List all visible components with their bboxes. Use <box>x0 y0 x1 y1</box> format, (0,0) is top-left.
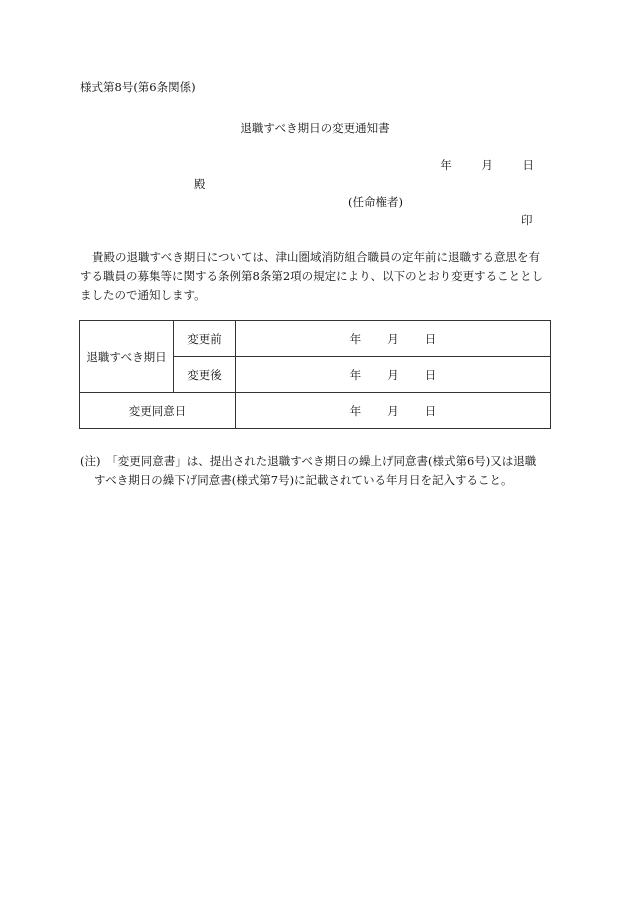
date-year-label: 年 <box>440 158 452 172</box>
month-label: 月 <box>387 403 399 418</box>
month-label: 月 <box>387 367 399 382</box>
table-row <box>80 321 551 357</box>
year-label: 年 <box>349 403 362 418</box>
form-number: 様式第8号(第6条関係) <box>80 80 196 94</box>
footnote <box>80 452 560 490</box>
day-label: 日 <box>424 331 437 346</box>
retirement-date-label: 退職すべき期日 <box>80 321 174 393</box>
month-label: 月 <box>387 331 399 346</box>
before-change-label: 変更前 <box>174 321 236 357</box>
after-change-label: 変更後 <box>174 357 236 393</box>
date-change-table <box>79 320 551 429</box>
year-label: 年 <box>349 367 362 382</box>
table-row <box>80 393 551 429</box>
year-label: 年 <box>349 331 362 346</box>
body-line-2: する職員の募集等に関する条例第8条第2項の規定により、以下のとおり変更することとし <box>80 269 544 283</box>
addressee-honorific: 殿 <box>194 177 206 191</box>
notice-date <box>440 157 534 173</box>
body-line-1: 貴殿の退職すべき期日については、津山圏域消防組合職員の定年前に退職する意思を有 <box>92 250 541 264</box>
seal-mark: 印 <box>521 213 533 227</box>
footnote-line-2: すべき期日の繰下げ同意書(様式第7号)に記載されている年月日を記入すること。 <box>94 473 513 487</box>
date-month-label: 月 <box>481 158 493 172</box>
consent-date <box>236 393 551 429</box>
day-label: 日 <box>424 403 437 418</box>
after-change-date <box>236 357 551 393</box>
body-line-3: ましたので通知します。 <box>80 288 206 302</box>
footnote-line-1: (注) 「変更同意書」は、提出された退職すべき期日の繰上げ同意書(様式第6号)又は退職 <box>80 454 537 468</box>
appointer-label: (任命権者) <box>348 195 403 209</box>
consent-date-label: 変更同意日 <box>80 393 236 429</box>
day-label: 日 <box>424 367 437 382</box>
document-title: 退職すべき期日の変更通知書 <box>240 121 390 135</box>
date-day-label: 日 <box>522 158 534 172</box>
notice-body <box>80 248 550 305</box>
before-change-date <box>236 321 551 357</box>
